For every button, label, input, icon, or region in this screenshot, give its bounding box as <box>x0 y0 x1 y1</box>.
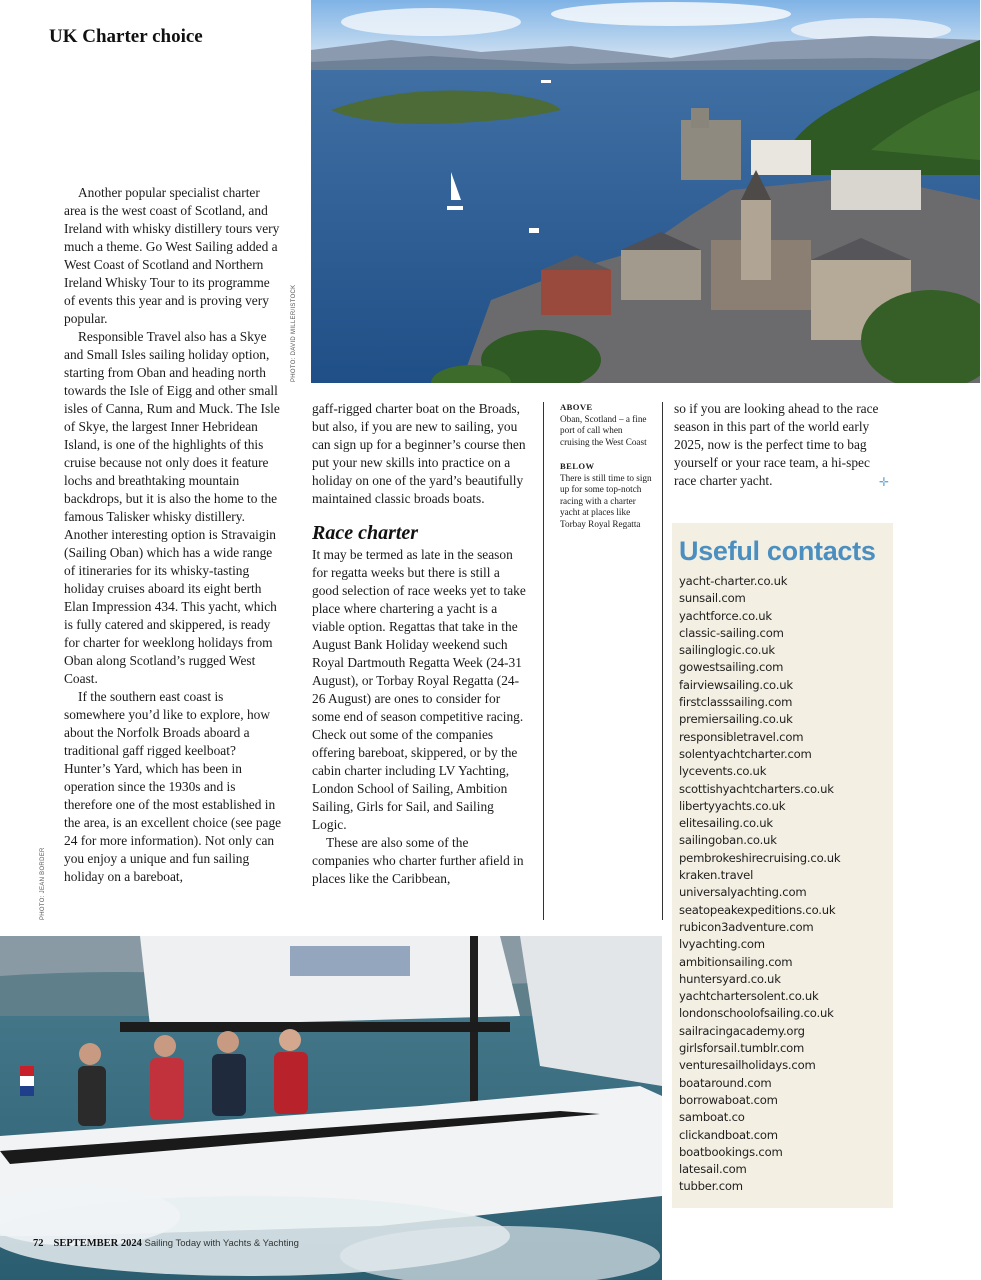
paragraph: gaff-rigged charter boat on the Broads, but also, if you are new to sailing, you can sign up for a beginner’s course then put your new skills into practice on a holiday on one of the yard’s beautifully maintained classic broads boats. <box>312 401 526 506</box>
paragraph: These are also some of the companies who charter further afield in places like the Caribbean, <box>312 835 524 886</box>
caption-below <box>560 461 652 530</box>
contact-link: seatopeakexpeditions.co.uk <box>679 902 836 917</box>
contact-link: fairviewsailing.co.uk <box>679 677 793 692</box>
contact-link: huntersyard.co.uk <box>679 971 781 986</box>
contact-link: yachtforce.co.uk <box>679 608 772 623</box>
column-rule <box>662 402 663 920</box>
paragraph: Another popular specialist charter area is the west coast of Scotland, and Ireland with whisky distillery tours very much a theme. Go West Sailing added a West Coast of Scotland and Northern Ireland Whisky Tour to its programme of events this year and is proving very popular. <box>64 185 280 326</box>
page-footer <box>33 1238 299 1249</box>
contact-link: elitesailing.co.uk <box>679 816 773 831</box>
contact-link: ambitionsailing.com <box>679 954 793 969</box>
contact-link: gowestsailing.com <box>679 660 784 675</box>
photo-credit-top: PHOTO: DAVID MILLER/ISTOCK <box>291 284 297 382</box>
contact-link: sunsail.com <box>679 591 746 606</box>
race-yacht-photo <box>0 936 662 1280</box>
contact-link: clickandboat.com <box>679 1127 778 1142</box>
section-title: UK Charter choice <box>49 26 203 47</box>
caption-above <box>560 402 652 448</box>
contact-link: sailinglogic.co.uk <box>679 643 775 658</box>
contact-link: yacht-charter.co.uk <box>679 574 788 588</box>
contact-link: venturesailholidays.com <box>679 1058 816 1073</box>
caption-label: BELOW <box>560 461 595 471</box>
contact-link: libertyyachts.co.uk <box>679 798 786 813</box>
contact-link: borrowaboat.com <box>679 1092 778 1107</box>
caption-text: Oban, Scotland – a fine port of call when cruising the West Coast <box>560 413 647 447</box>
contact-link: scottishyachtcharters.co.uk <box>679 781 834 796</box>
contact-link: classic-sailing.com <box>679 625 784 640</box>
useful-contacts-box <box>672 523 893 1208</box>
oban-harbour-photo <box>311 0 980 383</box>
paragraph: If the southern east coast is somewhere you’d like to explore, how about the Norfolk Broads aboard a traditional gaff rigged keelboat? Hunter’s Yard, which has been in operation since the 1930s and is therefore one of the most established in the area, is an excellent choice (see page 24 for more information). Not only can you enjoy a unique and fun sailing holiday on a bareboat, <box>64 689 282 884</box>
caption-label: ABOVE <box>560 402 593 412</box>
column-1 <box>64 184 284 886</box>
column-3 <box>674 400 890 490</box>
contact-link: solentyachtcharter.com <box>679 746 812 761</box>
contact-link: sailingoban.co.uk <box>679 833 777 848</box>
race-charter-heading: Race charter <box>312 522 419 544</box>
contacts-list <box>679 573 893 1196</box>
contact-link: rubicon3adventure.com <box>679 919 814 934</box>
contact-link: premiersailing.co.uk <box>679 712 793 727</box>
end-of-article-icon: ✛ <box>879 475 890 489</box>
contact-link: londonschoolofsailing.co.uk <box>679 1006 834 1021</box>
contact-link: tubber.com <box>679 1179 743 1194</box>
page-number: 72 <box>33 1238 44 1249</box>
contact-link: boataround.com <box>679 1075 772 1090</box>
issue-date: SEPTEMBER 2024 <box>53 1238 142 1249</box>
contact-link: boatbookings.com <box>679 1144 783 1159</box>
paragraph: so if you are looking ahead to the race season in this part of the world early 2025, now is the perfect time to bag yourself or your race team, a hi-spec race charter yacht. <box>674 401 879 488</box>
contact-link: sailracingacademy.org <box>679 1023 805 1038</box>
contact-link: pembrokeshirecruising.co.uk <box>679 850 841 865</box>
contact-link: samboat.co <box>679 1110 745 1125</box>
column-2 <box>312 400 528 888</box>
magazine-name: Sailing Today with Yachts & Yachting <box>144 1238 299 1249</box>
contact-link: yachtchartersolent.co.uk <box>679 989 819 1004</box>
caption-text: There is still time to sign up for some top-notch racing with a charter yacht at places like Torbay Royal Regatta <box>560 472 652 529</box>
photo-captions <box>560 402 652 543</box>
contact-link: responsibletravel.com <box>679 729 804 744</box>
photo-credit-bottom: PHOTO: JEAN BORDER <box>40 847 46 920</box>
contact-link: latesail.com <box>679 1162 747 1177</box>
contact-link: girlsforsail.tumblr.com <box>679 1041 805 1056</box>
contact-link: kraken.travel <box>679 868 754 883</box>
contact-link: firstclasssailing.com <box>679 695 793 710</box>
paragraph: Responsible Travel also has a Skye and Small Isles sailing holiday option, starting from Oban and heading north towards the Isle of Eigg and other small isles of Canna, Rum and Muck. The Isle of Skye, the largest Inner Hebridean Island, is one of the highlights of this cruise because not only does it feature lochs and breathtaking mountain backdrops, but it is also the home to the famous Talisker whisky distillery. Another interesting option is Stravaigin (Sailing Oban) which has a wide range of itineraries for its whisky-tasting holiday cruises aboard its eight berth Elan Impression 434. This yacht, which is fully catered and skippered, is ready for charter for weeklong holidays from Oban along Scotland’s rugged West Coast. <box>64 329 280 686</box>
paragraph: It may be termed as late in the season for regatta weeks but there is still a good selection of race weeks yet to take place where chartering a yacht is a viable option. Regattas that take in the August Bank Holiday weekend such Royal Dartmouth Regatta Week (24-31 August), or Torbay Royal Regatta (24-26 August) are ones to consider for some end of season competitive racing. Check out some of the companies offering bareboat, skippered, or by the cabin charter including LV Yachting, London School of Sailing, Ambition Sailing, Girls for Sail, and Sailing Logic. <box>312 547 526 832</box>
contact-link: lvyachting.com <box>679 937 765 952</box>
column-rule <box>543 402 544 920</box>
contact-link: lycevents.co.uk <box>679 764 767 779</box>
contacts-title: Useful contacts <box>679 536 876 566</box>
contact-link: universalyachting.com <box>679 885 807 900</box>
